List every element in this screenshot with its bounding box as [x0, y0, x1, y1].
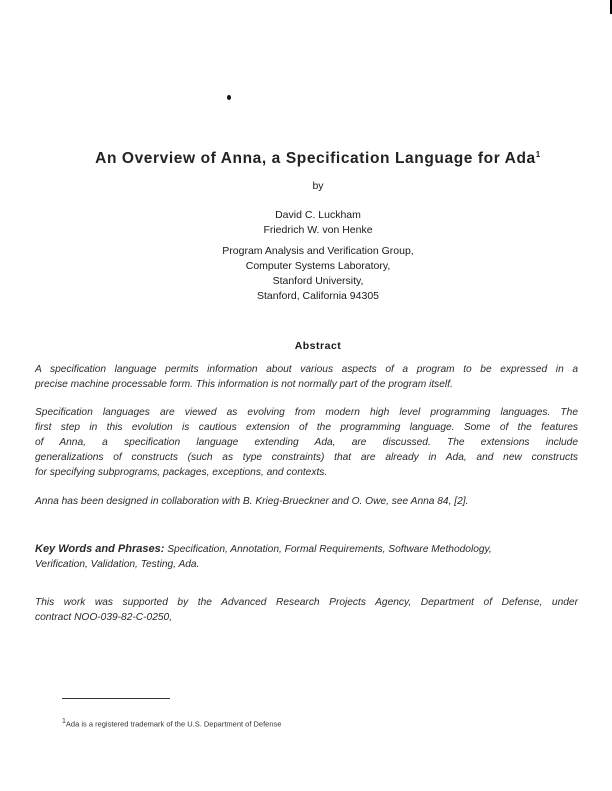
footnote — [62, 718, 281, 729]
text-line: first step in this evolution is cautious extension of the programming language. Some of the features — [35, 422, 578, 433]
text-line: for specifying subprograms, packages, exceptions, and contexts. — [35, 467, 328, 478]
keywords — [35, 542, 578, 572]
author: David C. Luckham — [275, 209, 361, 221]
keywords-text: Specification, Annotation, Formal Requirements, Software Methodology, — [167, 544, 492, 555]
title-footnote-mark: 1 — [535, 150, 541, 159]
author: Friedrich W. von Henke — [263, 224, 373, 236]
abstract-heading: Abstract — [294, 340, 342, 352]
text-line: This work was supported by the Advanced Research Projects Agency, Department of Defense, under — [35, 597, 578, 608]
keywords-label: Key Words and Phrases: — [35, 543, 165, 555]
affiliation-line: Program Analysis and Verification Group, — [222, 245, 414, 257]
text-line: Specification languages are viewed as evolving from modern high level programming languages. The — [35, 407, 578, 418]
affiliation-line: Stanford University, — [272, 275, 364, 287]
abstract-paragraph-1 — [35, 362, 578, 392]
authors — [0, 208, 612, 238]
text-line: precise machine processable form. This information is not normally part of the program itself. — [35, 379, 453, 390]
keywords-line: Verification, Validation, Testing, Ada. — [35, 559, 200, 570]
footnote-text: Ada is a registered trademark of the U.S. Department of Defense — [65, 719, 282, 729]
text-line: A specification language permits information about various aspects of a program to be expressed in a — [35, 364, 578, 375]
text-line: Anna has been designed in collaboration with B. Krieg-Brueckner and O. Owe, see Anna 84, [2]. — [35, 496, 469, 507]
affiliation-line: Computer Systems Laboratory, — [245, 260, 391, 272]
affiliation-line: Stanford, California 94305 — [257, 290, 379, 302]
abstract-paragraph-3 — [35, 494, 578, 509]
text-line: contract NOO-039-82-C-0250, — [35, 612, 173, 623]
support-note — [35, 595, 578, 625]
title-text: An Overview of Anna, a Specification Language for Ada — [95, 150, 536, 168]
abstract-paragraph-2 — [35, 405, 578, 480]
footnote-mark: 1 — [62, 718, 66, 725]
text-line: generalizations of constructs (such as type constraints) that are already in Ada, and new constructs — [35, 452, 578, 463]
affiliation — [0, 244, 612, 304]
keywords-line — [35, 542, 578, 557]
footnote-rule — [62, 698, 170, 699]
by-line: by — [312, 180, 324, 192]
text-line: of Anna, a specification language extending Ada, are discussed. The extensions include — [35, 437, 578, 448]
scan-speck — [227, 95, 231, 100]
paper-title — [0, 150, 612, 168]
